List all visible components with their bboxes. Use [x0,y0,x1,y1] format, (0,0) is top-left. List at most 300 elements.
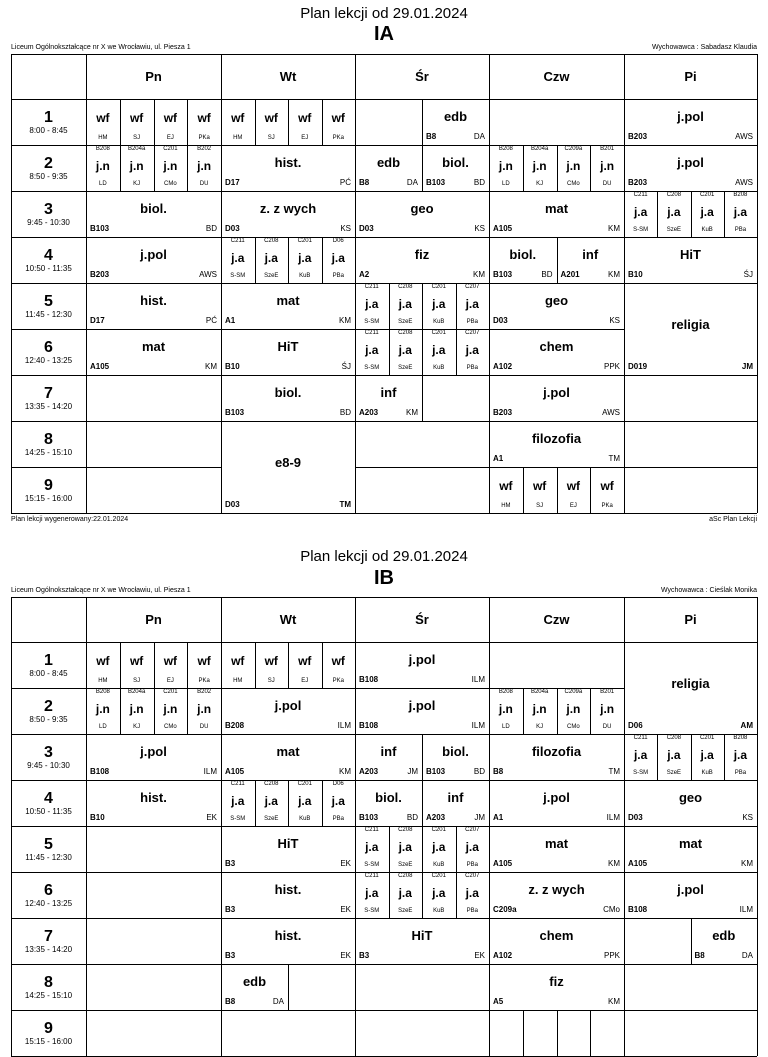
subject-name: hist. [274,882,302,897]
group-divider [691,734,692,780]
group-teacher: S-SM [230,273,246,279]
subject-name: j.pol [408,652,436,667]
subject-name: j.n [129,159,144,173]
subject-name: edb [242,974,267,989]
group-divider [288,780,289,826]
group-divider [590,467,591,513]
subject-name: j.a [733,748,748,762]
group-divider [322,99,323,145]
group-teacher: EJ [301,678,309,684]
group-teacher: KJ [536,181,544,187]
group-lesson[interactable] [389,283,423,329]
group-lesson[interactable] [187,642,221,688]
lesson-cell[interactable] [221,642,355,688]
group-lesson[interactable] [489,1010,523,1056]
group-lesson[interactable] [691,734,724,780]
group-teacher: S-SM [230,816,246,822]
lesson-cell[interactable] [624,918,757,964]
group-lesson[interactable] [154,688,188,734]
group-lesson[interactable] [154,145,188,191]
lesson-cell[interactable] [221,872,355,918]
half-divider [557,237,558,283]
subject-name: j.n [498,702,513,716]
room-number: A203 [426,813,446,822]
lesson-cell[interactable] [489,191,624,237]
room-number: A2 [359,270,370,279]
period-time: 8:50 - 9:35 [29,172,68,181]
room-number: B3 [225,951,236,960]
group-divider [691,191,692,237]
lesson-cell[interactable] [355,642,489,688]
lesson-cell[interactable] [86,780,221,826]
group-divider [724,734,725,780]
group-teacher: LD [99,181,107,187]
lesson-cell[interactable] [624,99,757,145]
teacher-initials: KM [339,767,351,776]
group-lesson[interactable] [456,329,490,375]
grid-line-horizontal [11,642,86,643]
lesson-cell[interactable] [221,99,355,145]
lesson-cell[interactable] [221,688,355,734]
group-lesson[interactable] [590,688,624,734]
half-lesson[interactable] [691,918,758,964]
grid-line-horizontal [86,918,221,919]
group-teacher: PBa [734,770,747,776]
grid-line-horizontal [624,1010,757,1011]
group-room: D06 [332,781,344,787]
lesson-cell[interactable] [86,191,221,237]
group-teacher: SJ [267,135,275,141]
group-lesson[interactable] [523,467,557,513]
lesson-cell[interactable] [489,688,624,734]
subject-name: j.a [432,886,446,900]
subject-name: wf [96,111,110,125]
group-lesson[interactable] [288,99,322,145]
half-lesson[interactable] [422,145,489,191]
period-label [11,883,86,908]
subject-name: wf [264,111,278,125]
teacher-initials: DA [272,997,284,1006]
lesson-cell[interactable] [489,872,624,918]
group-room: C208 [398,330,413,336]
group-lesson[interactable] [288,237,322,283]
lesson-cell[interactable] [624,826,757,872]
lesson-cell[interactable] [86,329,221,375]
half-lesson[interactable] [355,145,422,191]
period-number: 3 [44,201,53,218]
group-lesson[interactable] [657,191,690,237]
subject-name: mat [678,836,703,851]
half-lesson[interactable] [422,375,489,421]
group-lesson[interactable] [389,826,423,872]
group-lesson[interactable] [724,734,757,780]
period-time: 8:00 - 8:45 [29,669,68,678]
group-divider [187,99,188,145]
group-divider [154,99,155,145]
group-lesson[interactable] [187,145,221,191]
lesson-cell[interactable] [355,191,489,237]
group-lesson[interactable] [187,99,221,145]
group-lesson[interactable] [322,642,356,688]
group-room: C208 [398,873,413,879]
group-lesson[interactable] [456,826,490,872]
group-teacher: KuB [433,862,445,868]
subject-name: wf [197,654,211,668]
subject-name: j.a [633,748,648,762]
grid-line-horizontal [11,237,86,238]
half-lesson[interactable] [221,964,288,1010]
group-divider [389,283,390,329]
group-lesson[interactable] [86,688,120,734]
group-lesson[interactable] [120,642,154,688]
lesson-cell[interactable] [489,734,624,780]
group-lesson[interactable] [557,1010,591,1056]
half-lesson[interactable] [288,964,355,1010]
group-divider [590,1010,591,1056]
group-lesson[interactable] [221,99,255,145]
group-room: B204a [530,689,549,695]
room-number: D06 [628,721,643,730]
half-lesson[interactable] [422,99,489,145]
group-room: C207 [465,330,480,336]
group-room: C209a [564,689,583,695]
subject-name: hist. [274,928,302,943]
lesson-cell[interactable] [221,191,355,237]
subject-name: inf [582,247,599,262]
lesson-cell[interactable] [624,283,757,375]
group-lesson[interactable] [120,145,154,191]
group-lesson[interactable] [154,99,188,145]
group-lesson[interactable] [624,191,657,237]
lesson-cell[interactable] [86,237,221,283]
half-lesson[interactable] [355,734,422,780]
half-lesson[interactable] [624,918,691,964]
group-lesson[interactable] [523,688,557,734]
lesson-cell[interactable] [221,964,355,1010]
subject-name: filozofia [531,744,582,759]
teacher-initials: CMo [603,905,620,914]
group-lesson[interactable] [120,688,154,734]
room-number: D03 [359,224,374,233]
subject-name: j.n [95,159,110,173]
group-lesson[interactable] [557,467,591,513]
teacher-initials: ILM [606,813,620,822]
group-room: B204a [127,689,146,695]
school-name: Liceum Ogólnokształcące nr X we Wrocławiu, ul. Pieszа 1 [11,44,191,51]
lesson-cell[interactable] [355,145,489,191]
lesson-cell[interactable] [489,826,624,872]
group-lesson[interactable] [120,99,154,145]
group-lesson[interactable] [288,780,322,826]
group-lesson[interactable] [389,872,423,918]
room-number: A201 [560,270,580,279]
group-divider [657,734,658,780]
group-lesson[interactable] [86,99,120,145]
group-lesson[interactable] [255,99,289,145]
group-lesson[interactable] [221,642,255,688]
half-lesson[interactable] [489,237,557,283]
lesson-cell[interactable] [355,734,489,780]
subject-name: fiz [414,247,430,262]
room-number: B103 [359,813,379,822]
subject-name: mat [544,201,569,216]
group-teacher: PBa [332,273,344,279]
lesson-cell[interactable] [489,467,624,513]
lesson-cell[interactable] [489,1010,624,1056]
group-divider [322,642,323,688]
group-lesson[interactable] [422,872,456,918]
group-room: C207 [465,873,480,879]
group-lesson[interactable] [187,688,221,734]
group-lesson[interactable] [255,237,289,283]
group-lesson[interactable] [557,145,591,191]
group-lesson[interactable] [590,467,624,513]
lesson-cell[interactable] [489,918,624,964]
group-lesson[interactable] [523,1010,557,1056]
school-name: Liceum Ogólnokształcące nr X we Wrocławiu, ul. Pieszа 1 [11,587,191,594]
lesson-cell[interactable] [355,329,489,375]
grid-line-horizontal [489,642,624,643]
lesson-cell[interactable] [86,734,221,780]
subject-name: j.a [398,343,412,357]
lesson-cell[interactable] [624,191,757,237]
group-lesson[interactable] [255,642,289,688]
subject-name: j.pol [274,698,302,713]
lesson-cell[interactable] [355,872,489,918]
subject-name: religia [671,317,710,332]
subject-name: j.n [95,702,110,716]
half-divider [422,734,423,780]
period-time: 11:45 - 12:30 [25,310,72,319]
period-time: 14:25 - 15:10 [24,448,73,457]
teacher-initials: KM [339,316,351,325]
lesson-cell[interactable] [86,99,221,145]
subject-name: j.a [331,794,345,808]
room-number: A203 [359,767,379,776]
room-number: A102 [493,951,513,960]
grid-line-horizontal [86,826,221,827]
group-teacher: CMo [164,181,177,187]
teacher-initials: AWS [735,132,753,141]
period-time: 8:00 - 8:45 [29,126,68,135]
grid-line-vertical [757,54,758,513]
lesson-cell[interactable] [221,780,355,826]
lesson-cell[interactable] [221,375,355,421]
group-lesson[interactable] [557,688,591,734]
group-teacher: S-SM [364,908,380,914]
group-divider [557,467,558,513]
group-lesson[interactable] [355,283,389,329]
subject-name: j.pol [543,790,570,805]
room-number: B103 [426,767,446,776]
group-lesson[interactable] [657,734,690,780]
lesson-cell[interactable] [221,421,355,513]
group-teacher: SJ [133,135,141,141]
homeroom-teacher: Wychowawca : Cieślak Monika [660,587,757,594]
lesson-cell[interactable] [221,145,355,191]
lesson-cell[interactable] [624,780,757,826]
group-divider [422,826,423,872]
group-room: C208 [666,192,682,198]
half-lesson[interactable] [355,780,422,826]
group-room: B204a [530,146,549,152]
group-lesson[interactable] [355,826,389,872]
group-teacher: DU [602,724,612,730]
subject-name: j.n [600,702,615,716]
grid-line-horizontal [11,918,86,919]
group-lesson[interactable] [288,642,322,688]
lesson-cell[interactable] [221,329,355,375]
group-teacher: S-SM [364,319,380,325]
group-divider [288,99,289,145]
grid-line-horizontal [11,513,86,514]
lesson-cell[interactable] [355,375,489,421]
lesson-cell[interactable] [624,145,757,191]
teacher-initials: PPK [603,362,620,371]
group-lesson[interactable] [355,329,389,375]
lesson-cell[interactable] [355,918,489,964]
subject-name: inf [380,385,397,400]
group-teacher: HM [233,135,243,141]
grid-line-horizontal [11,780,86,781]
lesson-cell[interactable] [489,283,624,329]
lesson-cell[interactable] [355,688,489,734]
subject-name: wf [197,111,211,125]
lesson-cell[interactable] [489,237,624,283]
lesson-cell[interactable] [489,780,624,826]
room-number: D019 [628,362,648,371]
lesson-cell[interactable] [489,145,624,191]
group-lesson[interactable] [624,734,657,780]
lesson-cell[interactable] [489,329,624,375]
lesson-cell[interactable] [221,826,355,872]
subject-name: mat [544,836,569,851]
group-lesson[interactable] [154,642,188,688]
room-number: A1 [493,813,504,822]
lesson-cell[interactable] [489,375,624,421]
room-number: B103 [225,408,245,417]
period-label [11,975,86,1000]
lesson-cell[interactable] [489,964,624,1010]
group-lesson[interactable] [489,145,523,191]
lesson-cell[interactable] [355,283,489,329]
half-lesson[interactable] [422,780,489,826]
grid-line-horizontal [11,826,86,827]
teacher-initials: KS [742,813,753,822]
group-lesson[interactable] [691,191,724,237]
group-lesson[interactable] [322,780,356,826]
group-divider [456,283,457,329]
group-lesson[interactable] [422,826,456,872]
half-lesson[interactable] [557,237,625,283]
lesson-cell[interactable] [86,642,221,688]
group-lesson[interactable] [86,642,120,688]
subject-name: z. z wych [259,201,317,216]
group-lesson[interactable] [422,283,456,329]
group-lesson[interactable] [355,872,389,918]
room-number: A102 [493,362,513,371]
group-lesson[interactable] [422,329,456,375]
group-lesson[interactable] [590,1010,624,1056]
group-divider [187,642,188,688]
group-lesson[interactable] [221,237,255,283]
group-lesson[interactable] [322,99,356,145]
group-lesson[interactable] [456,283,490,329]
grid-line-horizontal [11,421,86,422]
group-room: B208 [498,689,513,695]
group-lesson[interactable] [255,780,289,826]
group-room: C201 [163,689,178,695]
lesson-cell[interactable] [624,237,757,283]
subject-name: edb [376,155,401,170]
group-lesson[interactable] [489,467,523,513]
group-lesson[interactable] [221,780,255,826]
class-name: IA [374,23,394,45]
lesson-cell[interactable] [624,872,757,918]
half-lesson[interactable] [355,375,422,421]
lesson-cell[interactable] [221,283,355,329]
lesson-cell[interactable] [221,734,355,780]
lesson-cell[interactable] [86,145,221,191]
lesson-cell[interactable] [624,734,757,780]
group-divider [590,145,591,191]
room-number: B103 [90,224,110,233]
lesson-cell[interactable] [355,780,489,826]
subject-name: z. z wych [528,882,585,897]
lesson-cell[interactable] [86,688,221,734]
group-teacher: KJ [133,181,141,187]
group-lesson[interactable] [724,191,757,237]
period-number: 7 [44,385,53,402]
subject-name: wf [163,654,178,668]
lesson-cell[interactable] [355,99,489,145]
teacher-initials: JM [474,813,485,822]
lesson-cell[interactable] [221,237,355,283]
half-divider [422,780,423,826]
lesson-cell[interactable] [221,918,355,964]
lesson-cell[interactable] [489,421,624,467]
group-teacher: S-SM [364,862,380,868]
grid-line-horizontal [355,467,489,468]
room-number: A105 [493,859,513,868]
grid-line-horizontal [11,872,86,873]
grid-line-horizontal [489,99,624,100]
lesson-cell[interactable] [355,237,489,283]
day-header-czw: Czw [543,612,570,627]
group-lesson[interactable] [523,145,557,191]
half-lesson[interactable] [422,734,489,780]
subject-name: chem [539,928,574,943]
subject-name: j.a [432,297,446,311]
group-divider [389,872,390,918]
group-lesson[interactable] [86,145,120,191]
subject-name: j.a [700,748,714,762]
room-number: B203 [493,408,513,417]
group-lesson[interactable] [389,329,423,375]
subject-name: geo [544,293,569,308]
group-lesson[interactable] [322,237,356,283]
group-lesson[interactable] [456,872,490,918]
group-lesson[interactable] [590,145,624,191]
lesson-cell[interactable] [86,283,221,329]
half-lesson[interactable] [355,99,422,145]
group-room: C201 [431,873,446,879]
lesson-cell[interactable] [355,826,489,872]
teacher-initials: KS [474,224,485,233]
lesson-cell[interactable] [624,642,757,734]
subject-name: j.a [365,343,379,357]
group-lesson[interactable] [489,688,523,734]
